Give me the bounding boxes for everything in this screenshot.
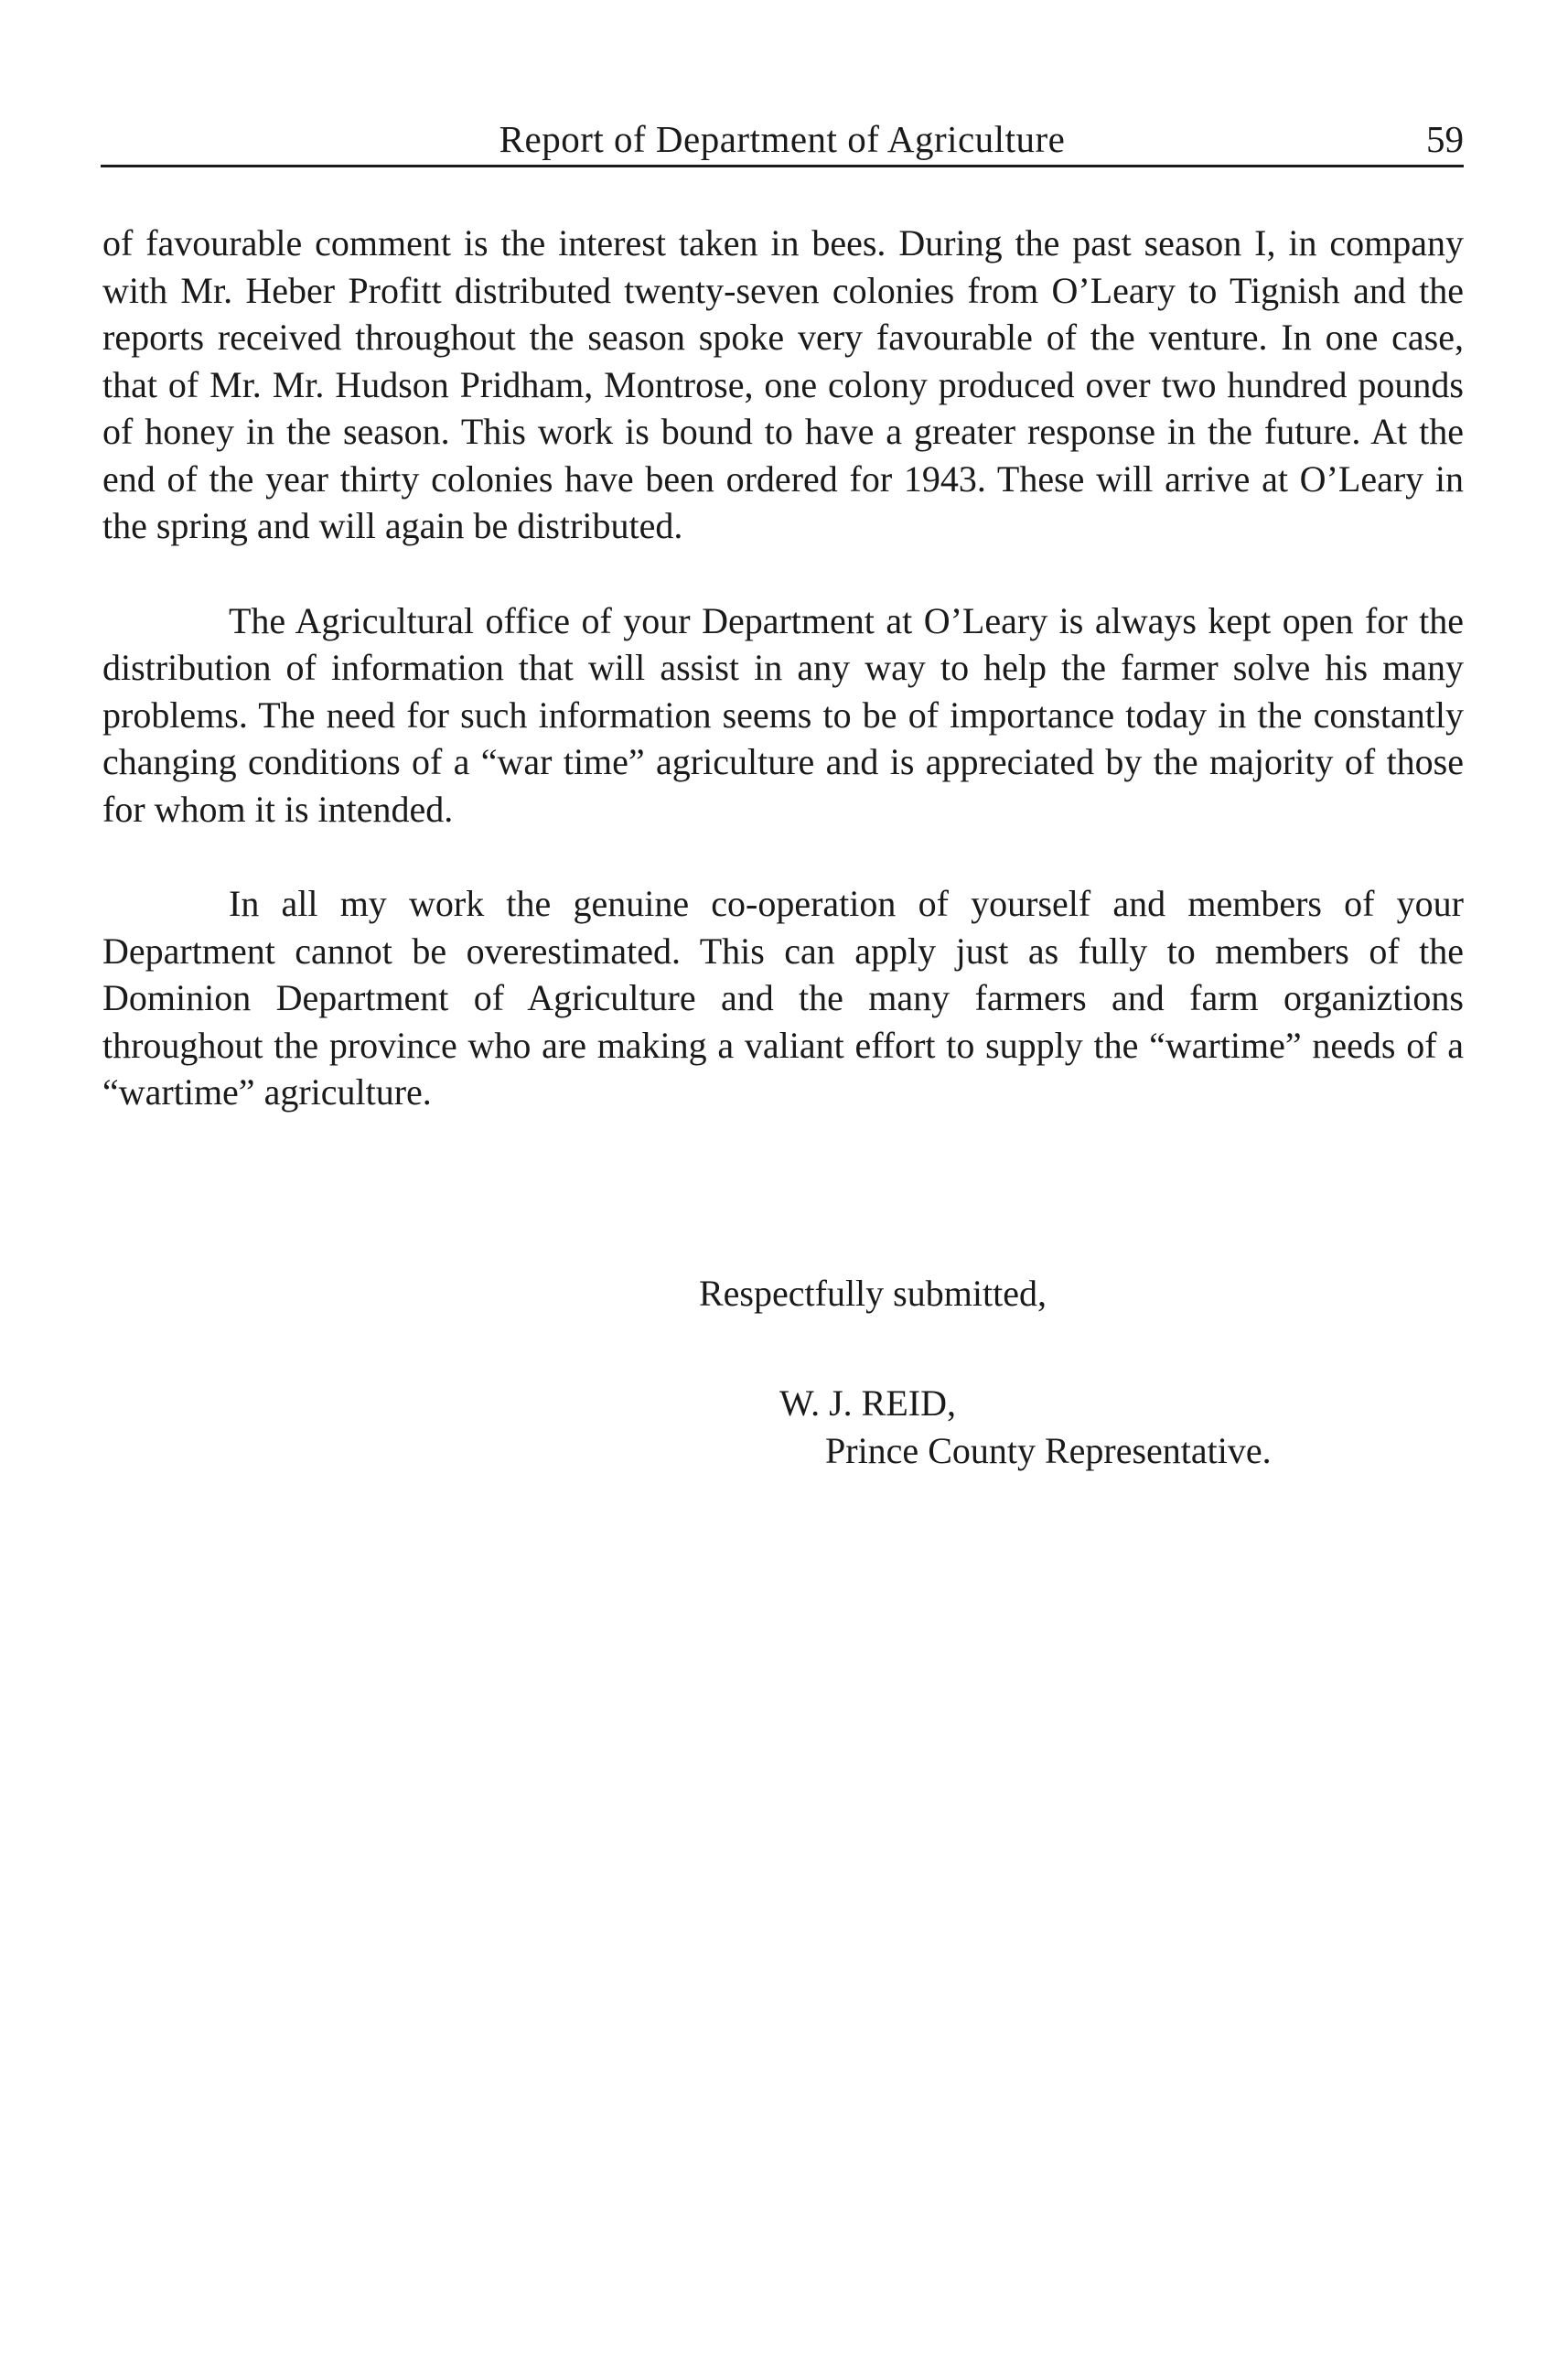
paragraph-office: The Agricultural office of your Department at O’Leary is always kept open for the distribution of information that will assist in any way to help the farmer solve his many problems. The need for such information seems to be of importance today in the constantly changing conditions of a “war time” agriculture and is appreciated by the majority of those for whom it is intended. [102,599,1464,830]
paragraph-bees: of favourable comment is the interest taken in bees. During the past season I, in company with Mr. Heber Profitt distributed twenty-seven colonies from O’Leary to Tignish and the reports received throughout the season spoke very favourable of the venture. In one case, that of Mr. Mr. Hudson Pridham, Montrose, one colony produced over two hundred pounds of honey in the season. This work is bound to have a greater response in the future. At the end of the year thirty colonies have been ordered for 1943. These will arrive at O’Leary in the spring and will again be distributed. [102,222,1464,546]
page-number: 59 [1426,118,1464,160]
closing-salutation: Respectfully submitted, [699,1273,1047,1314]
signature-title: Prince County Representative. [825,1430,1272,1471]
report-body [102,220,1464,1116]
running-title: Report of Department of Agriculture [499,118,1066,160]
running-header [101,113,1464,167]
signature-name: W. J. REID, [779,1382,956,1424]
paragraph-cooperation: In all my work the genuine co-operation of yourself and members of your Department cannot be overestimated. This can apply just as fully to members of the Dominion Department of Agriculture and the many farmers and farm organiztions throughout the province who are making a valiant effort to supply the “wartime” needs of a “wartime” agriculture. [102,883,1464,1113]
